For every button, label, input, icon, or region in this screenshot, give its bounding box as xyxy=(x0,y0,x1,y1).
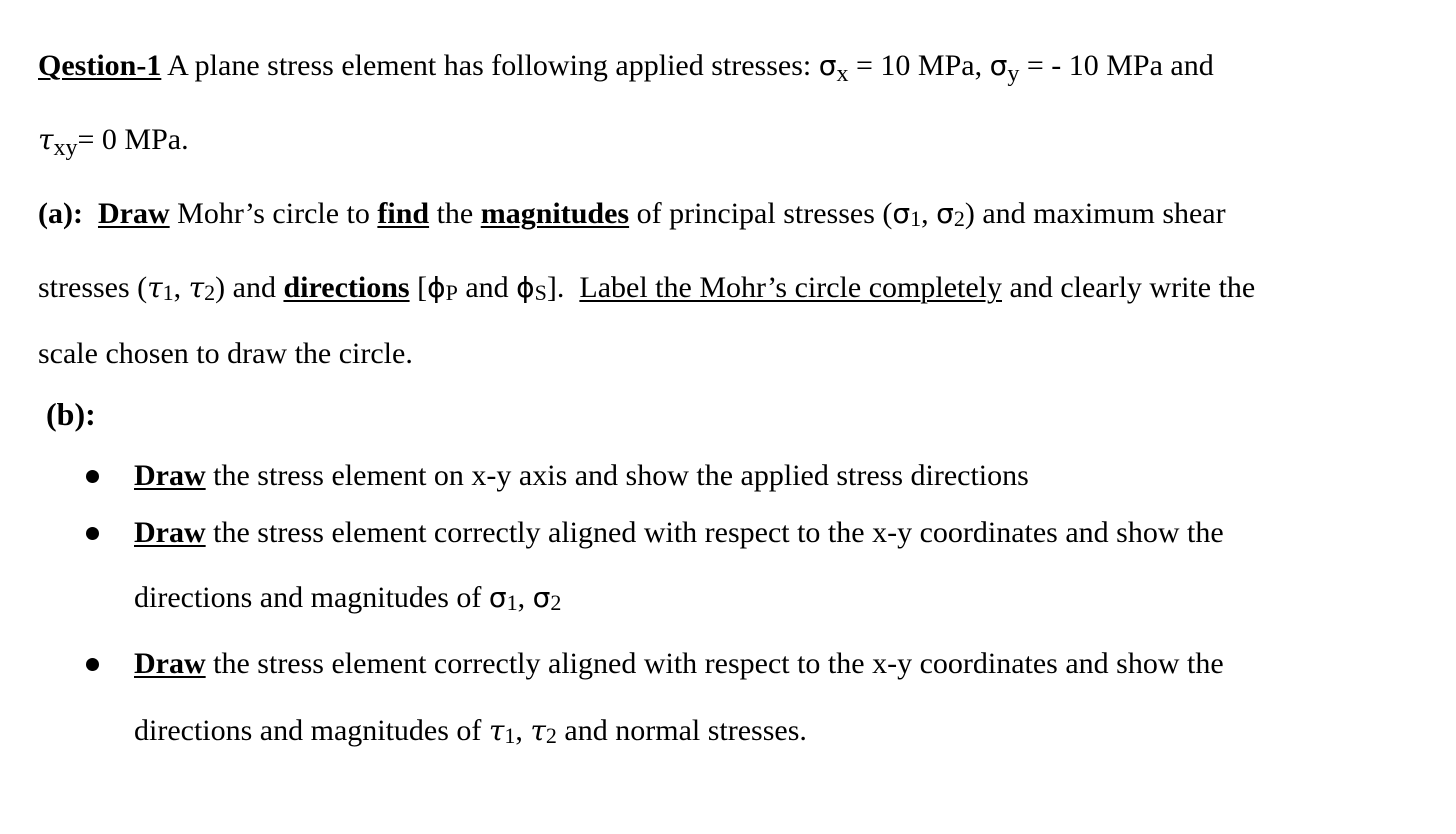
tau-symbol: τ xyxy=(488,714,505,747)
subscript-1: 1 xyxy=(506,590,518,615)
part-b-text: and normal stresses. xyxy=(556,714,807,747)
tau-symbol: τ xyxy=(188,271,205,304)
question-line-1 xyxy=(38,48,1214,86)
part-b-draw: Draw xyxy=(134,459,206,492)
part-a-magnitudes: magnitudes xyxy=(480,197,630,230)
part-a-find: find xyxy=(377,197,430,230)
subscript-s: S xyxy=(534,280,547,305)
part-a-text: scale chosen to draw the circle. xyxy=(38,337,413,370)
comma: , xyxy=(517,581,533,614)
part-b-draw: Draw xyxy=(134,647,206,680)
subscript-2: 2 xyxy=(550,590,562,615)
subscript-1: 1 xyxy=(162,280,174,305)
subscript-2: 2 xyxy=(545,723,557,748)
sigma-symbol: σ xyxy=(892,197,911,230)
subscript-x: x xyxy=(836,61,849,87)
part-a-text: ) and maximum shear xyxy=(964,197,1226,230)
tau-symbol: τ xyxy=(147,271,163,304)
sigma-symbol: σ xyxy=(989,49,1008,82)
subscript-1: 1 xyxy=(504,723,516,748)
part-a-label-circle: Label the Mohr’s circle completely xyxy=(579,271,1002,304)
part-a-directions: directions xyxy=(283,271,410,304)
subscript-xy: xy xyxy=(53,135,78,161)
subscript-p: P xyxy=(445,280,458,305)
bullet-3 xyxy=(86,658,99,671)
bullet-1 xyxy=(86,470,99,483)
sigma-y-value: = - 10 MPa and xyxy=(1019,49,1214,82)
question-label: Qestion-1 xyxy=(38,49,162,82)
sigma-symbol: σ xyxy=(818,49,837,82)
question-intro: A plane stress element has following applied stresses: xyxy=(161,49,819,82)
part-a-text: the xyxy=(429,197,481,230)
part-b-label-line xyxy=(46,396,96,432)
part-b-item-3-line-2 xyxy=(134,713,807,751)
part-b-item-2-line-1 xyxy=(134,515,1224,551)
bracket-open: [ xyxy=(409,271,428,304)
part-b-item-3-line-1 xyxy=(134,646,1224,682)
comma: , xyxy=(515,714,531,747)
part-a-text: and clearly write the xyxy=(1002,271,1256,304)
part-a-line-2 xyxy=(38,270,1255,308)
part-a-text: stresses ( xyxy=(38,271,148,304)
sigma-symbol: σ xyxy=(936,197,954,230)
part-a-draw: Draw xyxy=(97,197,170,230)
part-a-text: ) and xyxy=(215,271,284,304)
subscript-y: y xyxy=(1007,61,1020,87)
sigma-x-value: = 10 MPa, xyxy=(848,49,990,82)
phi-symbol: ϕ xyxy=(516,271,535,304)
sigma-symbol: σ xyxy=(488,581,507,614)
part-a-text: Mohr’s circle to xyxy=(169,197,378,230)
bracket-close: ]. xyxy=(546,271,565,304)
tau-symbol: τ xyxy=(530,714,546,747)
bullet-2 xyxy=(86,527,99,540)
subscript-2: 2 xyxy=(204,280,216,305)
part-b-item-1 xyxy=(134,458,1029,494)
part-b-text: the stress element correctly aligned with respect to the x-y coordinates and show the xyxy=(205,516,1224,549)
part-b-text: directions and magnitudes of xyxy=(134,581,489,614)
part-b-item-2-line-2 xyxy=(134,580,561,618)
part-a-line-3 xyxy=(38,336,413,372)
part-b-text: the stress element on x-y axis and show the applied stress directions xyxy=(205,459,1029,492)
part-a-label: (a): xyxy=(38,197,83,230)
part-b-text: directions and magnitudes of xyxy=(134,714,489,747)
part-b-draw: Draw xyxy=(134,516,206,549)
sigma-symbol: σ xyxy=(532,581,551,614)
comma: , xyxy=(173,271,189,304)
comma: , xyxy=(921,197,937,230)
phi-symbol: ϕ xyxy=(427,271,446,304)
subscript-2: 2 xyxy=(953,206,965,231)
subscript-1: 1 xyxy=(910,206,922,231)
part-a-text: of principal stresses ( xyxy=(629,197,893,230)
tau-symbol: τ xyxy=(38,123,54,156)
tau-xy-value: = 0 MPa. xyxy=(77,123,189,156)
question-line-2 xyxy=(38,122,189,160)
part-b-text: the stress element correctly aligned with respect to the x-y coordinates and show the xyxy=(205,647,1224,680)
and-text: and xyxy=(457,271,517,304)
part-b-label: (b): xyxy=(46,396,96,432)
part-a-line-1 xyxy=(38,196,1226,234)
